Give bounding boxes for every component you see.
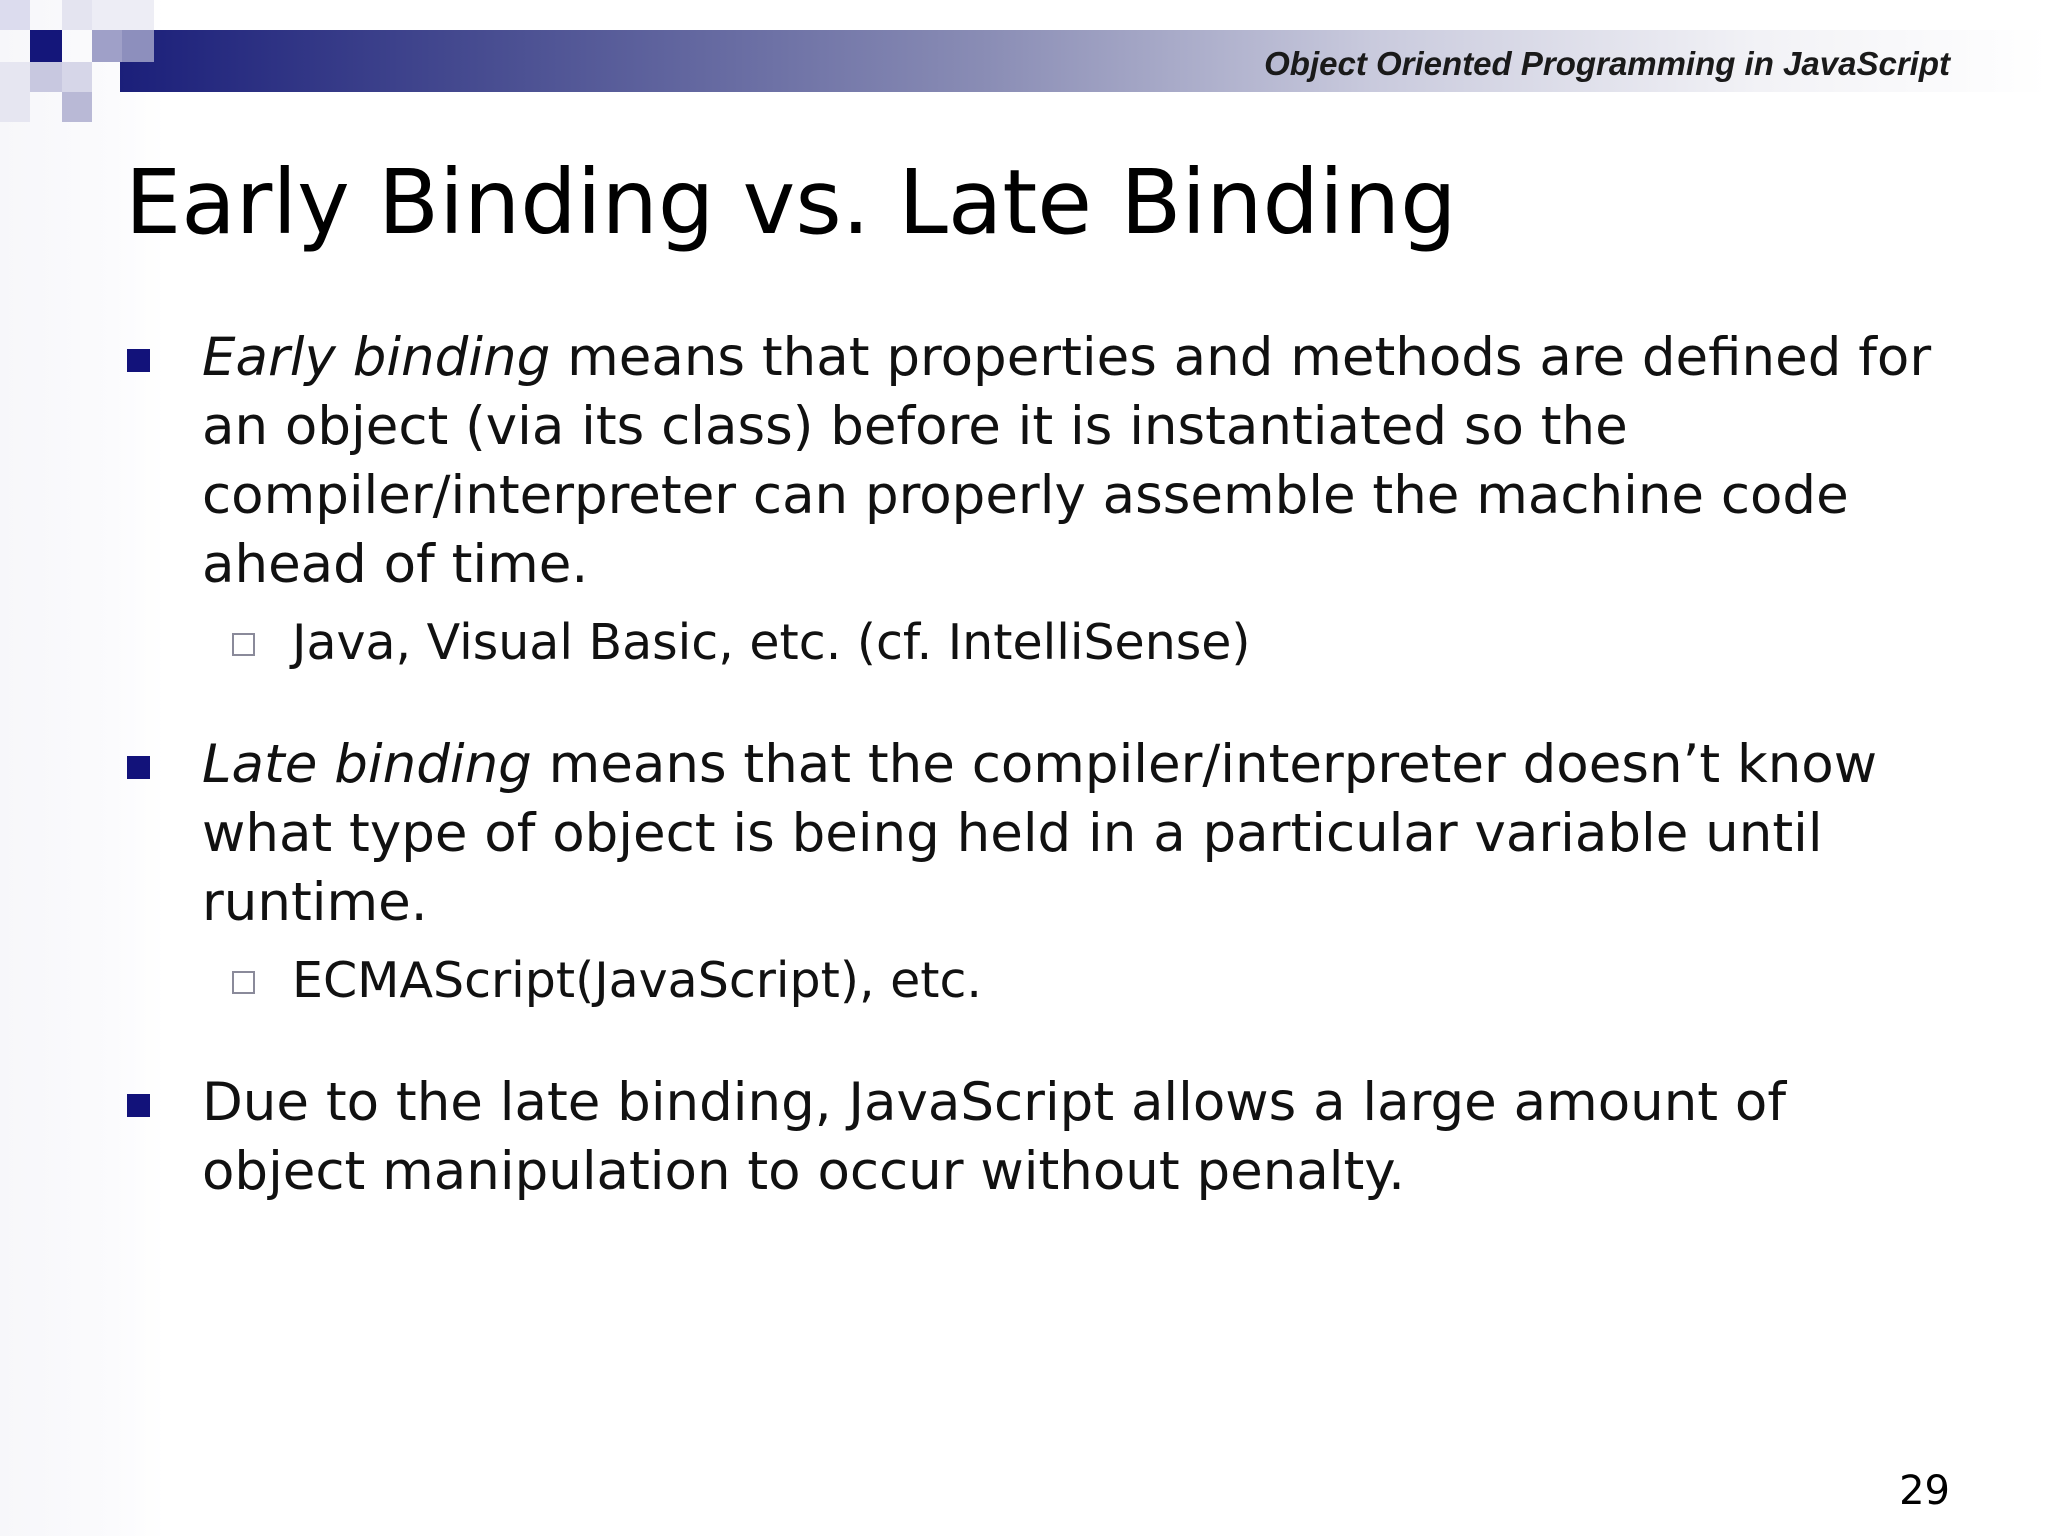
header-decor-square [62, 92, 92, 122]
bullet-text: means that the compiler/interpreter doesn’t know what type of object is being held in a particular variable until runtime. [202, 734, 1878, 933]
header-decor-square [30, 30, 62, 62]
bullet-item [202, 730, 1962, 937]
bullet-marker [127, 1094, 150, 1117]
header-decor-square [62, 0, 92, 30]
header-decor-square [122, 30, 154, 62]
slide-title: Early Binding vs. Late Binding [125, 150, 1457, 254]
bullet-marker [127, 756, 150, 779]
bullet-term: Early binding [202, 327, 551, 388]
bullet-item [202, 1068, 1962, 1206]
sub-bullet-item: Java, Visual Basic, etc. (cf. IntelliSense) [292, 614, 1251, 671]
header-decor-square [92, 0, 154, 30]
header-decor-square [92, 30, 122, 62]
bullet-marker [127, 349, 150, 372]
page-number: 29 [1899, 1468, 1950, 1514]
header-decor-square [62, 62, 92, 92]
bullet-item [202, 323, 1962, 599]
sub-bullet-marker [232, 633, 255, 656]
sub-bullet-item: ECMAScript(JavaScript), etc. [292, 952, 982, 1009]
course-title: Object Oriented Programming in JavaScript [1264, 45, 1950, 82]
sub-bullet-marker [232, 971, 255, 994]
bullet-text: means that properties and methods are defined for an object (via its class) before it is instantiated so the compiler/interpreter can properly assemble the machine code ahead of time. [202, 327, 1932, 595]
header-decor-square [30, 62, 62, 92]
bullet-term: Late binding [202, 734, 532, 795]
header-decor-square [0, 62, 30, 122]
header-decor-square [0, 0, 30, 30]
bullet-text: Due to the late binding, JavaScript allows a large amount of object manipulation to occur without penalty. [202, 1072, 1787, 1202]
